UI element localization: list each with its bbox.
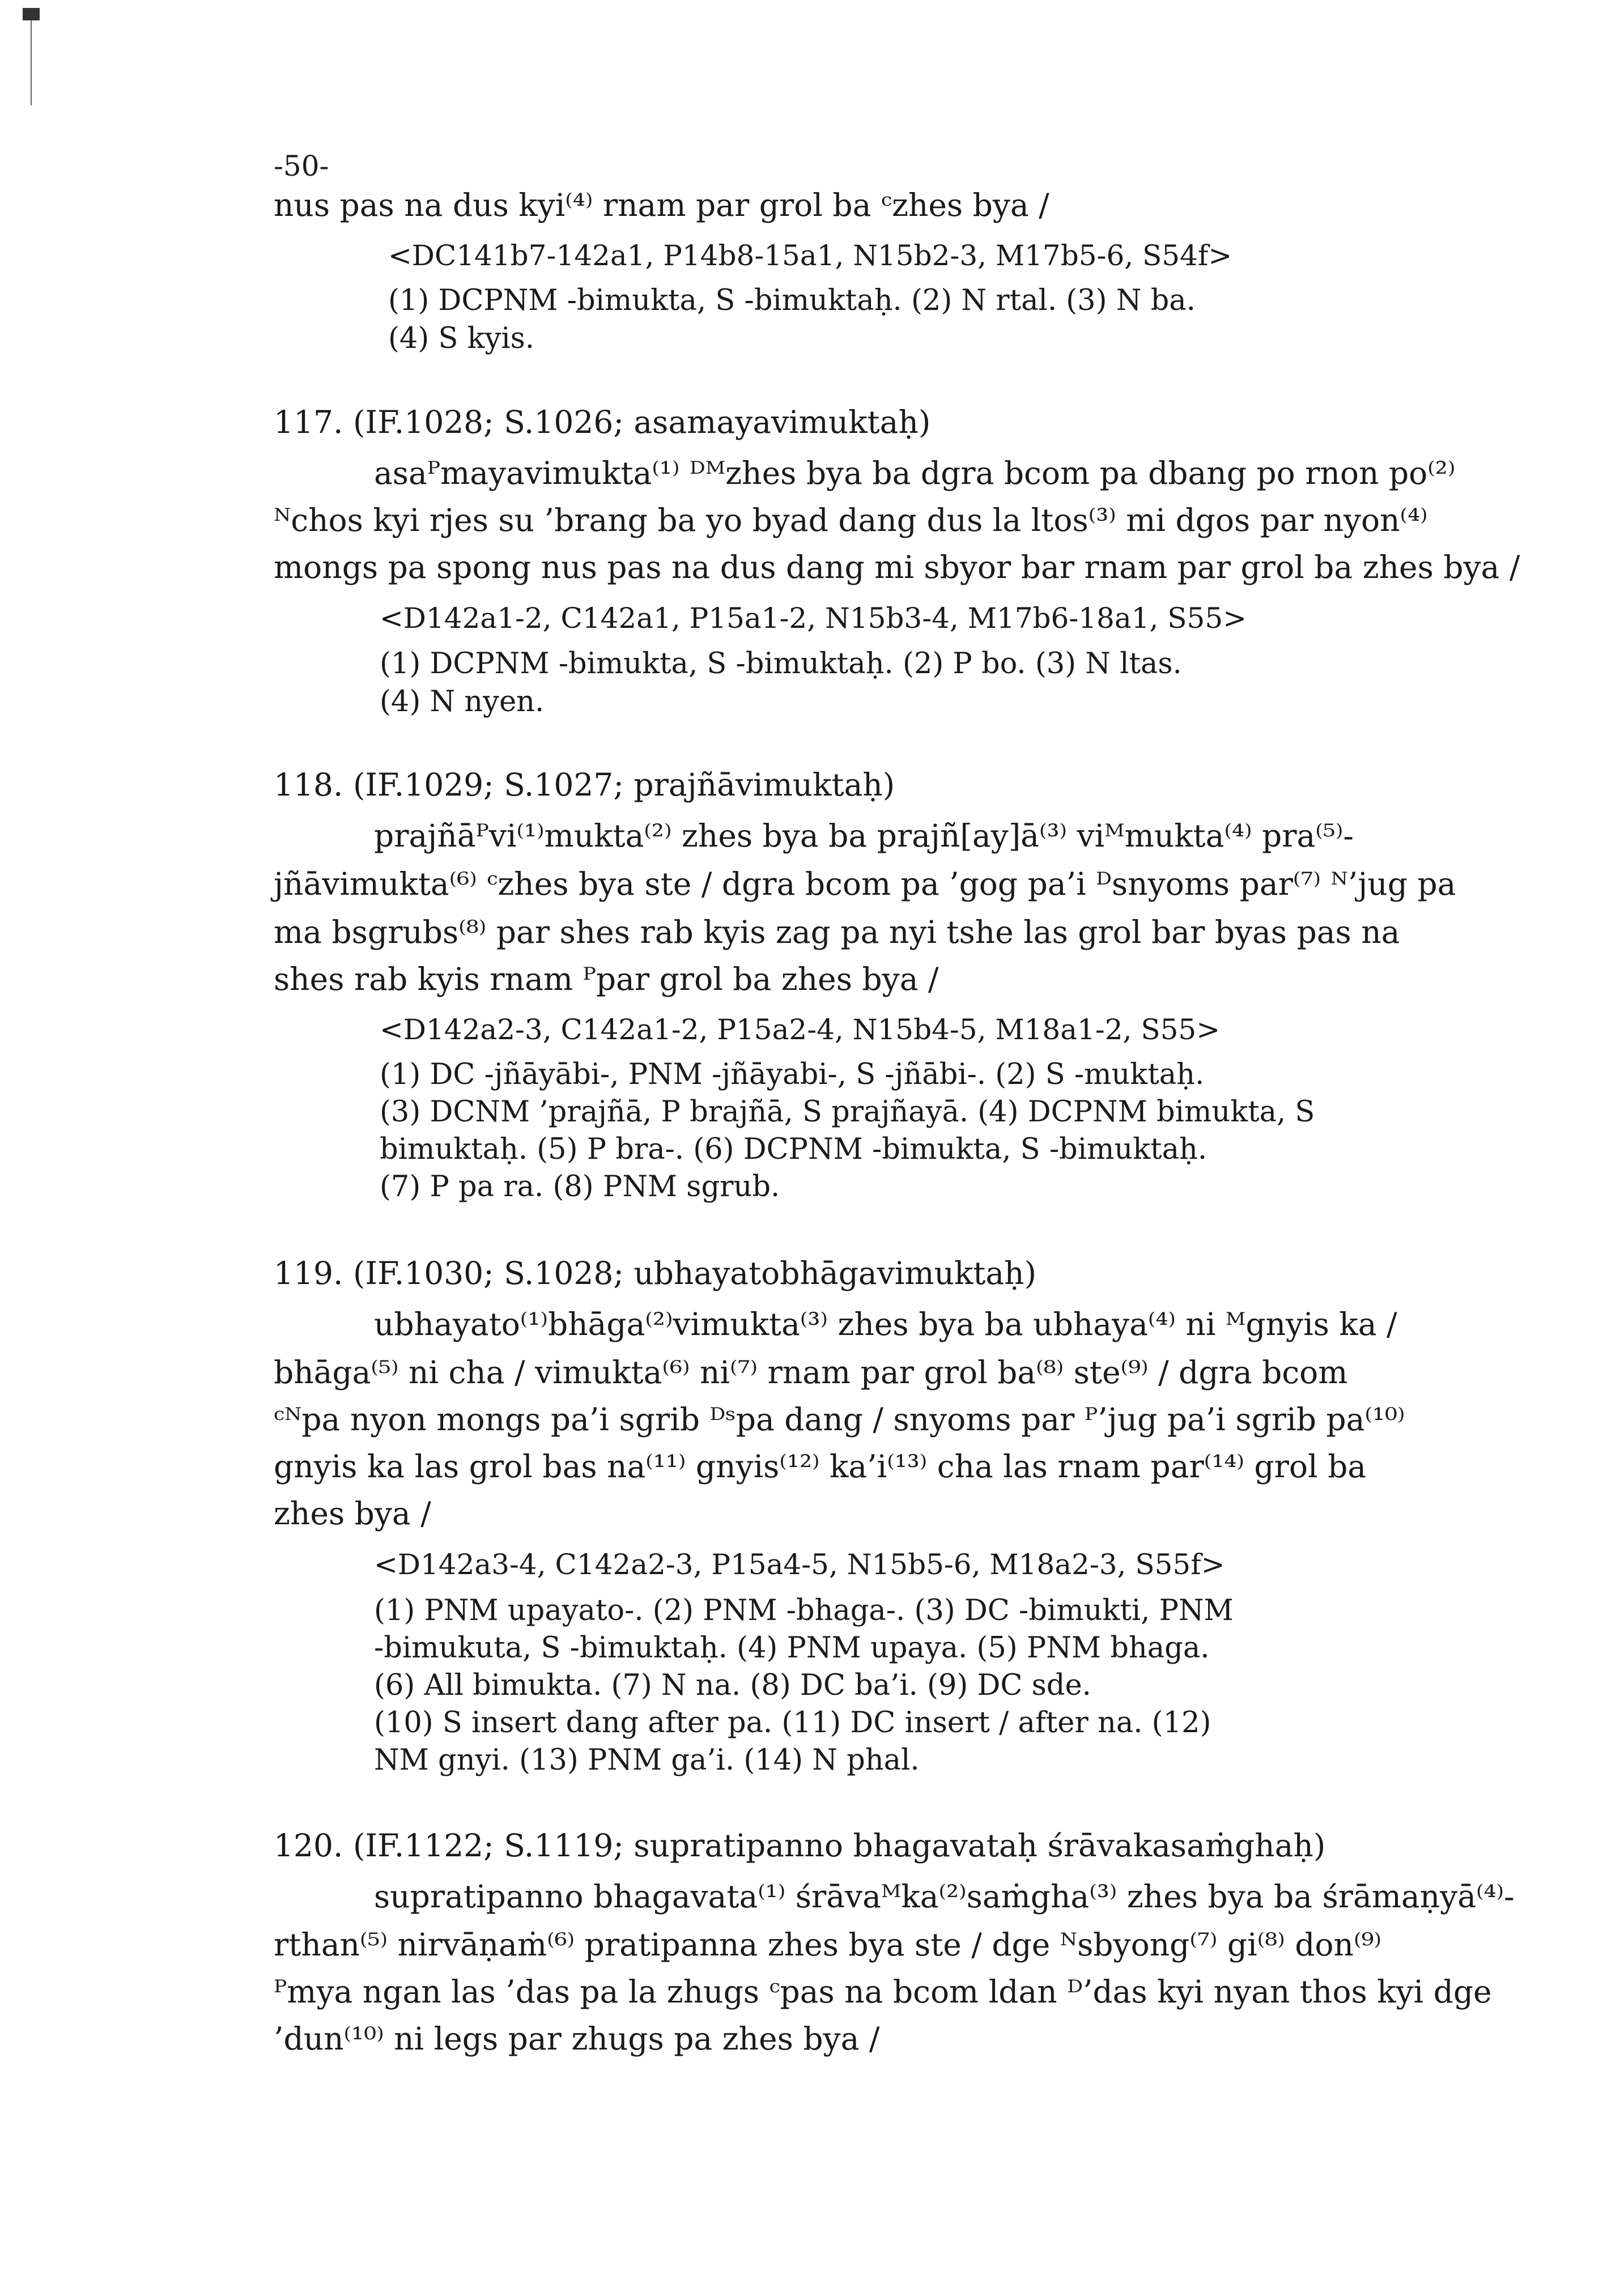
footnote-line: (10) S insert dang after pa. (11) DC insert / after na. (12) bbox=[374, 1706, 1211, 1740]
footnote-line: (1) DCPNM -bimukta, S -bimuktaḥ. (2) N rtal. (3) N ba. bbox=[388, 284, 1196, 317]
page-number: -50- bbox=[274, 150, 329, 182]
footnote-line: NM gnyi. (13) PNM ga’i. (14) N phal. bbox=[374, 1744, 920, 1777]
entry-heading-117: 117. (IF.1028; S.1026; asamayavimuktaḥ) bbox=[274, 404, 931, 440]
footnote-line: (6) All bimukta. (7) N na. (8) DC ba’i. (9) DC sde. bbox=[374, 1669, 1091, 1702]
text-line: rthan⁽⁵⁾ nirvāṇaṁ⁽⁶⁾ pratipanna zhes bya ste / dge ᴺsbyong⁽⁷⁾ gi⁽⁸⁾ don⁽⁹⁾ bbox=[274, 1927, 1382, 1963]
footnote-line: (4) N nyen. bbox=[380, 685, 545, 718]
source-reference: <D142a2-3, C142a1-2, P15a2-4, N15b4-5, M18a1-2, S55> bbox=[380, 1013, 1221, 1046]
text-line: asaᴾmayavimukta⁽¹⁾ ᴰᴹzhes bya ba dgra bcom pa dbang po rnon po⁽²⁾ bbox=[374, 455, 1456, 491]
text-line: ubhayato⁽¹⁾bhāga⁽²⁾vimukta⁽³⁾ zhes bya ba ubhaya⁽⁴⁾ ni ᴹgnyis ka / bbox=[374, 1306, 1397, 1342]
text-line: ma bsgrubs⁽⁸⁾ par shes rab kyis zag pa nyi tshe las grol bar byas pas na bbox=[274, 914, 1400, 950]
text-line: ᴾmya ngan las ’das pa la zhugs ᶜpas na bcom ldan ᴰ’das kyi nyan thos kyi dge bbox=[274, 1974, 1492, 2010]
footnote-line: (1) DCPNM -bimukta, S -bimuktaḥ. (2) P bo. (3) N ltas. bbox=[380, 647, 1182, 681]
scan-corner-mark bbox=[23, 8, 40, 48]
footnote-line: (1) DC -jñāyābi-, PNM -jñāyabi-, S -jñābi-. (2) S -muktaḥ. bbox=[380, 1058, 1205, 1091]
entry-heading-118: 118. (IF.1029; S.1027; prajñāvimuktaḥ) bbox=[274, 767, 895, 803]
source-reference: <D142a1-2, C142a1, P15a1-2, N15b3-4, M17b6-18a1, S55> bbox=[380, 602, 1247, 635]
footnote-line: (1) PNM upayato-. (2) PNM -bhaga-. (3) DC -bimukti, PNM bbox=[374, 1594, 1234, 1627]
footnote-line: (3) DCNM ’prajñā, P brajñā, S prajñayā. (4) DCPNM bimukta, S bbox=[380, 1095, 1315, 1129]
text-line: supratipanno bhagavata⁽¹⁾ śrāvaᴹka⁽²⁾saṁgha⁽³⁾ zhes bya ba śrāmaṇyā⁽⁴⁾- bbox=[374, 1878, 1515, 1915]
footnote-line: (4) S kyis. bbox=[388, 322, 535, 355]
text-line: ’dun⁽¹⁰⁾ ni legs par zhugs pa zhes bya / bbox=[274, 2021, 880, 2057]
text-line: zhes bya / bbox=[274, 1495, 431, 1532]
text-line: shes rab kyis rnam ᴾpar grol ba zhes bya / bbox=[274, 961, 939, 997]
entry-heading-120: 120. (IF.1122; S.1119; supratipanno bhagavataḥ śrāvakasaṁghaḥ) bbox=[274, 1827, 1326, 1864]
text-line: nus pas na dus kyi⁽⁴⁾ rnam par grol ba ᶜzhes bya / bbox=[274, 187, 1049, 223]
text-line: gnyis ka las grol bas na⁽¹¹⁾ gnyis⁽¹²⁾ ka’i⁽¹³⁾ cha las rnam par⁽¹⁴⁾ grol ba bbox=[274, 1448, 1367, 1485]
text-line: ᶜᴺpa nyon mongs pa’i sgrib ᴰˢpa dang / snyoms par ᴾ’jug pa’i sgrib pa⁽¹⁰⁾ bbox=[274, 1401, 1405, 1438]
footnote-line: -bimukuta, S -bimuktaḥ. (4) PNM upaya. (5) PNM bhaga. bbox=[374, 1631, 1210, 1665]
text-line: bhāga⁽⁵⁾ ni cha / vimukta⁽⁶⁾ ni⁽⁷⁾ rnam par grol ba⁽⁸⁾ ste⁽⁹⁾ / dgra bcom bbox=[274, 1354, 1348, 1391]
entry-heading-119: 119. (IF.1030; S.1028; ubhayatobhāgavimuktaḥ) bbox=[274, 1255, 1037, 1291]
text-line: jñāvimukta⁽⁶⁾ ᶜzhes bya ste / dgra bcom pa ’gog pa’i ᴰsnyoms par⁽⁷⁾ ᴺ’jug pa bbox=[274, 866, 1456, 902]
text-line: ᴺchos kyi rjes su ’brang ba yo byad dang dus la ltos⁽³⁾ mi dgos par nyon⁽⁴⁾ bbox=[274, 502, 1428, 538]
footnote-line: bimuktaḥ. (5) P bra-. (6) DCPNM -bimukta, S -bimuktaḥ. bbox=[380, 1133, 1208, 1166]
footnote-line: (7) P pa ra. (8) PNM sgrub. bbox=[380, 1170, 780, 1204]
text-line: prajñāᴾvi⁽¹⁾mukta⁽²⁾ zhes bya ba prajñ[ay]ā⁽³⁾ viᴹmukta⁽⁴⁾ pra⁽⁵⁾- bbox=[374, 818, 1354, 854]
source-reference: <DC141b7-142a1, P14b8-15a1, N15b2-3, M17b5-6, S54f> bbox=[388, 239, 1232, 272]
text-line: mongs pa spong nus pas na dus dang mi sbyor bar rnam par grol ba zhes bya / bbox=[274, 549, 1520, 585]
source-reference: <D142a3-4, C142a2-3, P15a4-5, N15b5-6, M18a2-3, S55f> bbox=[374, 1548, 1225, 1581]
